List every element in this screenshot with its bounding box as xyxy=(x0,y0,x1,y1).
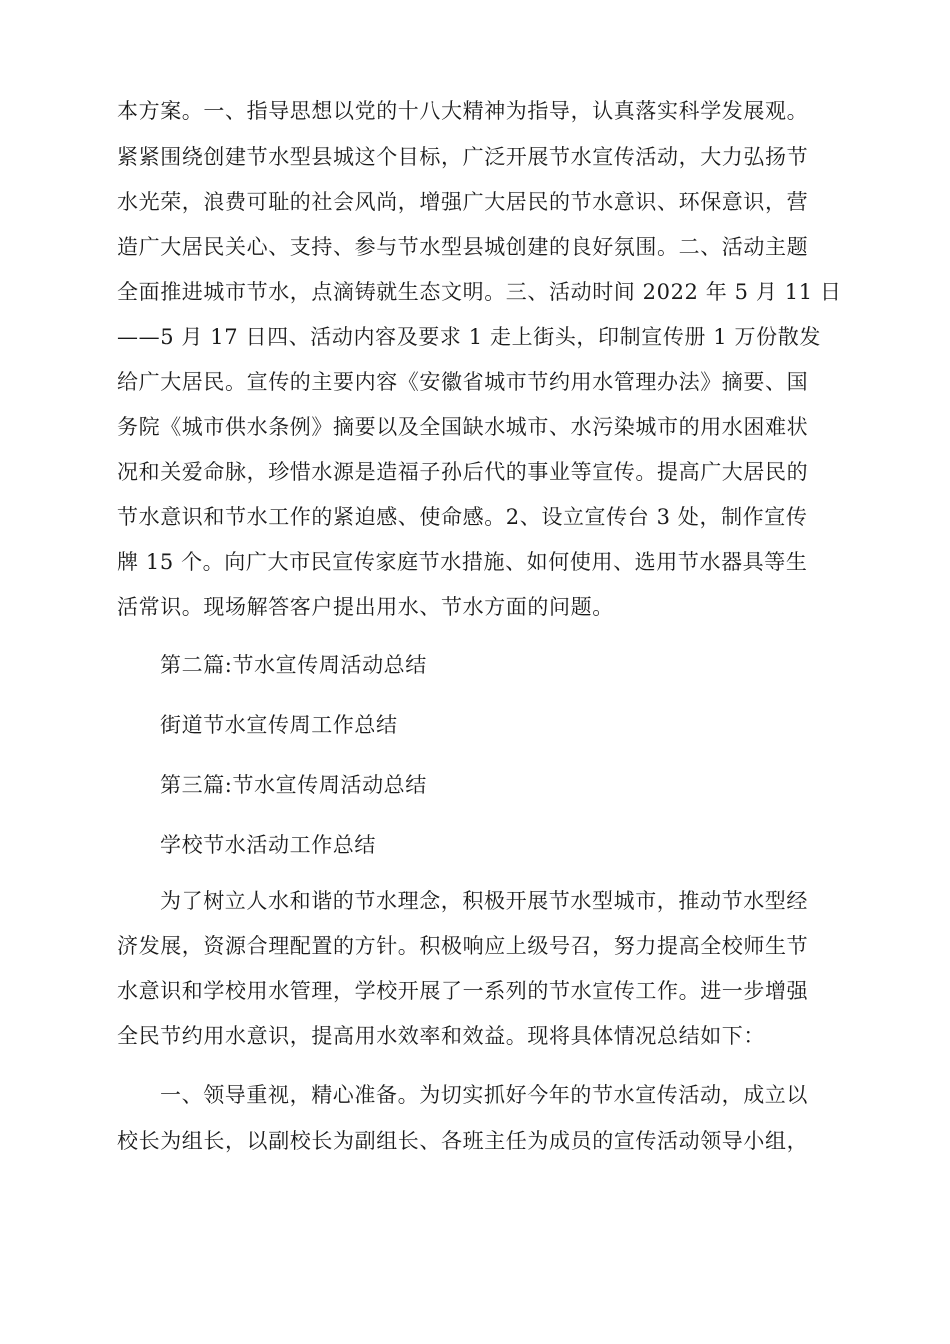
text-line: 济发展，资源合理配置的方针。积极响应上级号召，努力提高全校师生节 xyxy=(117,934,809,958)
text-line: 为了树立人水和谐的节水理念，积极开展节水型城市，推动节水型经 xyxy=(160,889,808,913)
text-line: 一、领导重视，精心准备。为切实抓好今年的节水宣传活动，成立以 xyxy=(160,1083,808,1107)
text-line: 牌 15 个。向广大市民宣传家庭节水措施、如何使用、选用节水器具等生 xyxy=(117,550,808,574)
section-subheading: 街道节水宣传周工作总结 xyxy=(160,713,398,737)
text-line: 造广大居民关心、支持、参与节水型县城创建的良好氛围。二、活动主题 xyxy=(117,235,809,259)
text-line: 紧紧围绕创建节水型县城这个目标，广泛开展节水宣传活动，大力弘扬节 xyxy=(117,145,809,169)
text-line: 活常识。现场解答客户提出用水、节水方面的问题。 xyxy=(117,595,614,619)
text-line: 水光荣，浪费可耻的社会风尚，增强广大居民的节水意识、环保意识，营 xyxy=(117,190,809,214)
text-line: 况和关爱命脉，珍惜水源是造福子孙后代的事业等宣传。提高广大居民的 xyxy=(117,460,809,484)
text-line: 全面推进城市节水，点滴铸就生态文明。三、活动时间 2022 年 5 月 11 日 xyxy=(117,280,842,304)
text-line: 节水意识和节水工作的紧迫感、使命感。2、设立宣传台 3 处，制作宣传 xyxy=(117,505,808,529)
text-line: 务院《城市供水条例》摘要以及全国缺水城市、水污染城市的用水困难状 xyxy=(117,415,809,439)
section-heading: 第二篇:节水宣传周活动总结 xyxy=(160,653,427,677)
text-line: 给广大居民。宣传的主要内容《安徽省城市节约用水管理办法》摘要、国 xyxy=(117,370,809,394)
text-line: 全民节约用水意识，提高用水效率和效益。现将具体情况总结如下： xyxy=(117,1024,765,1048)
section-subheading: 学校节水活动工作总结 xyxy=(160,833,376,857)
text-line: 校长为组长，以副校长为副组长、各班主任为成员的宣传活动领导小组， xyxy=(117,1129,809,1153)
text-line: 水意识和学校用水管理，学校开展了一系列的节水宣传工作。进一步增强 xyxy=(117,979,809,1003)
text-line: 本方案。一、指导思想以党的十八大精神为指导，认真落实科学发展观。 xyxy=(117,99,809,123)
section-heading: 第三篇:节水宣传周活动总结 xyxy=(160,773,427,797)
text-line: ——5 月 17 日四、活动内容及要求 1 走上街头，印制宣传册 1 万份散发 xyxy=(117,325,821,349)
